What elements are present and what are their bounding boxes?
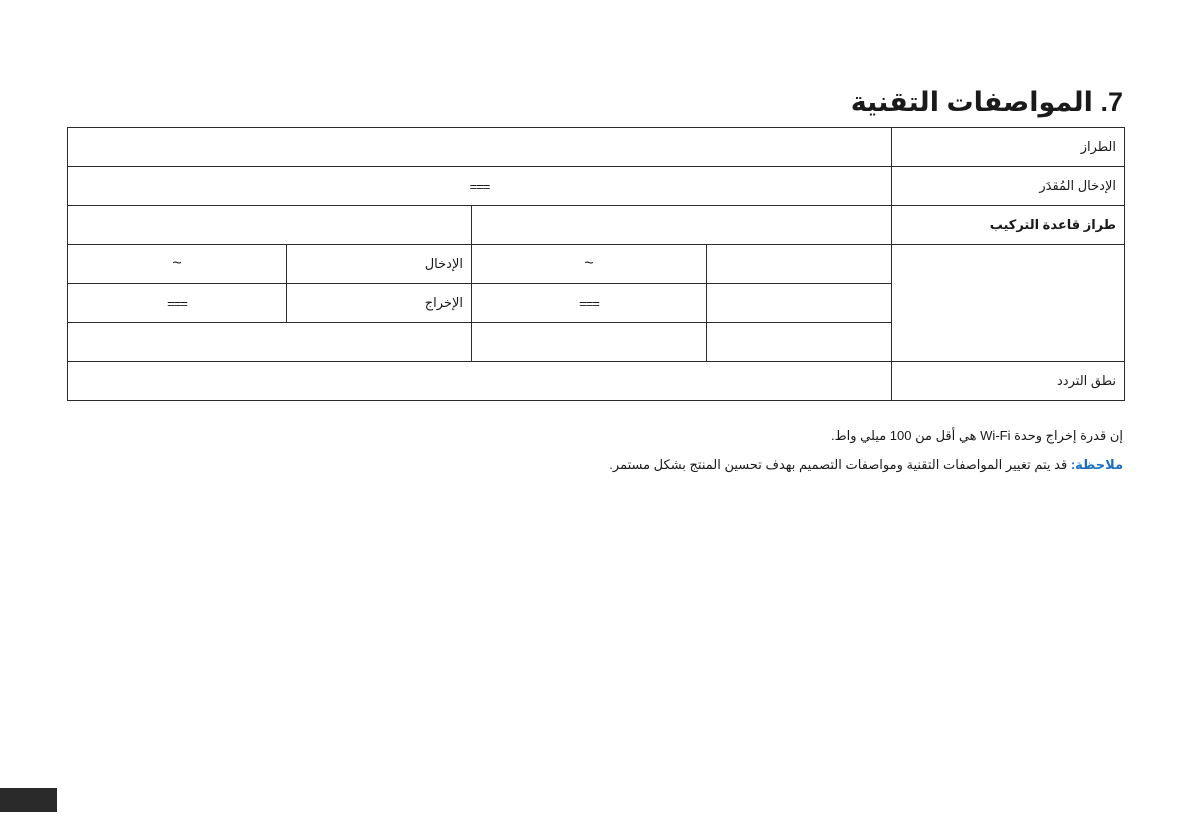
model-label: الطراز — [892, 128, 1125, 167]
model-value — [68, 128, 892, 167]
table-row-frequency — [68, 362, 1125, 401]
base-model-value-b — [472, 206, 892, 245]
page-number-tab — [0, 788, 57, 812]
input-value-a: ~ — [68, 245, 287, 284]
output-value-b: === — [472, 284, 707, 323]
rated-input-label: الإدخال المُقدَر — [892, 167, 1125, 206]
table-row-model — [68, 128, 1125, 167]
base-model-value-a — [68, 206, 472, 245]
section-number: 7. — [1100, 87, 1123, 117]
input-empty-cell — [707, 245, 892, 284]
table-row-rated-input — [68, 167, 1125, 206]
input-value-b: ~ — [472, 245, 707, 284]
output-label: الإخراج — [287, 284, 472, 323]
output-empty-cell — [707, 284, 892, 323]
frequency-label: نطق التردد — [892, 362, 1125, 401]
note-text: قد يتم تغيير المواصفات التقنية ومواصفات التصميم بهدف تحسين المنتج بشكل مستمر. — [609, 457, 1068, 472]
rated-input-value: === — [68, 167, 892, 206]
note-label: ملاحظة: — [1070, 457, 1123, 472]
blank-cell-a — [68, 323, 472, 362]
table-row-input — [68, 245, 1125, 284]
design-change-note — [609, 455, 1123, 475]
blank-cell-b — [472, 323, 707, 362]
base-model-label: طراز قاعدة التركيب — [892, 206, 1125, 245]
output-value-a: === — [68, 284, 287, 323]
specifications-table — [67, 127, 1125, 401]
section-title — [851, 82, 1123, 122]
frequency-value — [68, 362, 892, 401]
input-label: الإدخال — [287, 245, 472, 284]
blank-cell-c — [707, 323, 892, 362]
section-title-text: المواصفات التقنية — [850, 87, 1093, 117]
wifi-power-note: إن قدرة إخراج وحدة Wi-Fi هي أقل من 100 ميلي واط. — [831, 428, 1123, 443]
table-row-base-model — [68, 206, 1125, 245]
merged-label-cell — [892, 245, 1125, 362]
